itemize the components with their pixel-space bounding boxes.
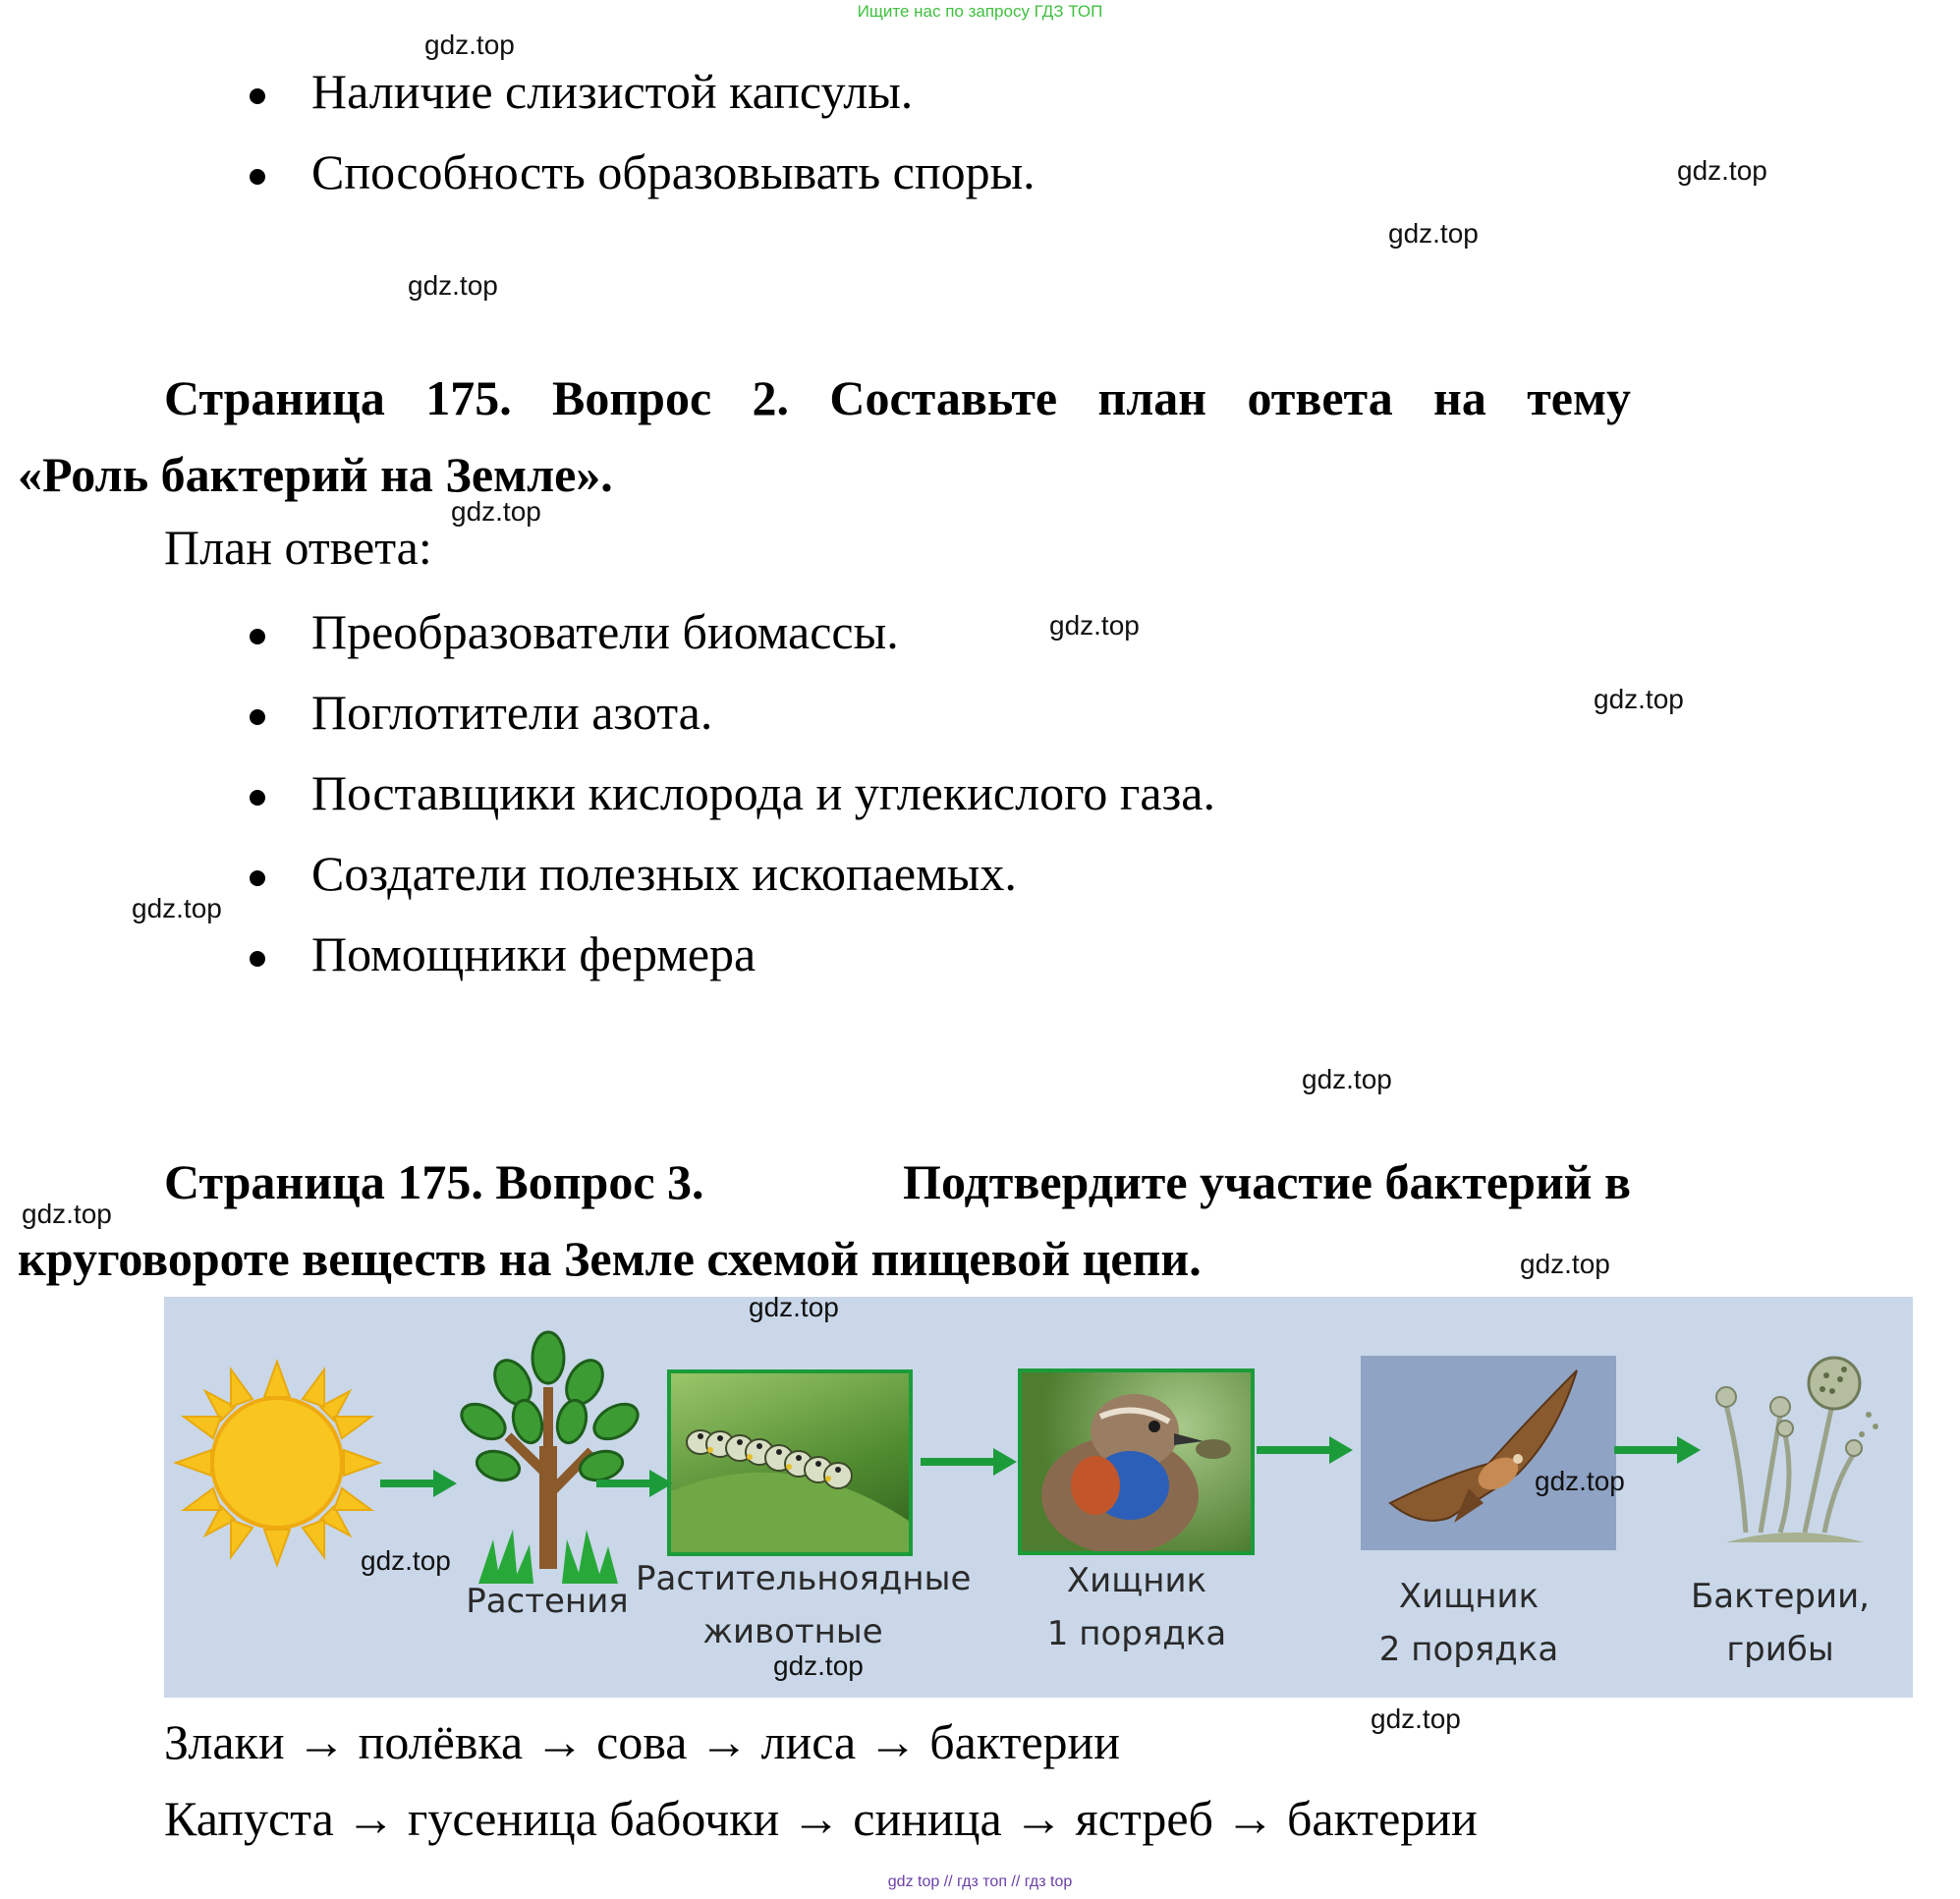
watermark: gdz.top <box>424 29 515 60</box>
watermark: gdz.top <box>1049 610 1140 641</box>
list-item: Наличие слизистой капсулы. <box>311 67 913 116</box>
watermark: gdz.top <box>132 893 222 923</box>
plan-label: План ответа: <box>164 520 432 575</box>
mold-fungi-icon <box>1687 1346 1903 1562</box>
arrow-icon <box>921 1444 1019 1480</box>
watermark: gdz.top <box>1594 684 1684 714</box>
watermark: gdz.top <box>1535 1466 1625 1496</box>
watermark: gdz.top <box>22 1199 112 1229</box>
list-item: Преобразователи биомассы. <box>311 607 899 656</box>
sun-icon <box>172 1358 383 1569</box>
label-predator-1: Хищник 1 порядка <box>1046 1561 1227 1653</box>
watermark: gdz.top <box>749 1297 839 1322</box>
watermark: gdz.top <box>1520 1249 1610 1279</box>
list-item: Поглотители азота. <box>311 688 712 737</box>
watermark: gdz.top <box>1388 218 1479 249</box>
list-item: Создатели полезных ископаемых. <box>311 849 1017 898</box>
list-item: Поставщики кислорода и углекислого газа. <box>311 768 1215 817</box>
top-banner[interactable]: Ищите нас по запросу ГДЗ ТОП <box>857 2 1103 21</box>
watermark: gdz.top <box>1371 1704 1461 1734</box>
watermark: gdz.top <box>361 1545 451 1576</box>
watermark: gdz.top <box>1302 1064 1392 1094</box>
watermark: gdz.top <box>451 496 541 527</box>
list-item: Помощники фермера <box>311 929 756 978</box>
food-chain-text: Злаки → полёвка → сова → лиса → бактерии <box>164 1714 1121 1769</box>
food-chain-text: Капуста → гусеница бабочки → синица → ястреб → бактерии <box>164 1791 1478 1846</box>
food-chain-diagram <box>164 1297 1913 1698</box>
label-decomposers: Бактерии, грибы <box>1690 1577 1870 1669</box>
question-2-heading: Страница 175. Вопрос 2. Составьте план ответа на тему «Роль бактерий на Земле». <box>18 370 1631 502</box>
label-plants: Растения <box>466 1582 629 1621</box>
list-item: Способность образовывать споры. <box>311 147 1036 196</box>
watermark: gdz.top <box>1677 155 1767 186</box>
arrow-icon <box>380 1466 459 1501</box>
arrow-icon <box>1614 1432 1703 1468</box>
watermark: gdz.top <box>408 270 498 301</box>
tree-icon <box>439 1328 655 1589</box>
arrow-icon <box>596 1466 675 1501</box>
bottom-banner[interactable]: gdz top // гдз топ // гдз top <box>887 1873 1073 1890</box>
caterpillar-image <box>667 1369 913 1556</box>
watermark: gdz.top <box>773 1650 864 1681</box>
label-herbivores: Растительноядные животные <box>636 1559 972 1651</box>
bluethroat-image <box>1018 1368 1255 1555</box>
question-3-heading: Страница 175. Вопрос 3. Подтвердите участие бактерий в круговороте веществ на Земле схемой пищевой цепи. <box>18 1154 1631 1286</box>
arrow-icon <box>1257 1432 1355 1468</box>
label-predator-2: Хищник 2 порядка <box>1378 1577 1559 1669</box>
hawk-image <box>1361 1356 1616 1550</box>
